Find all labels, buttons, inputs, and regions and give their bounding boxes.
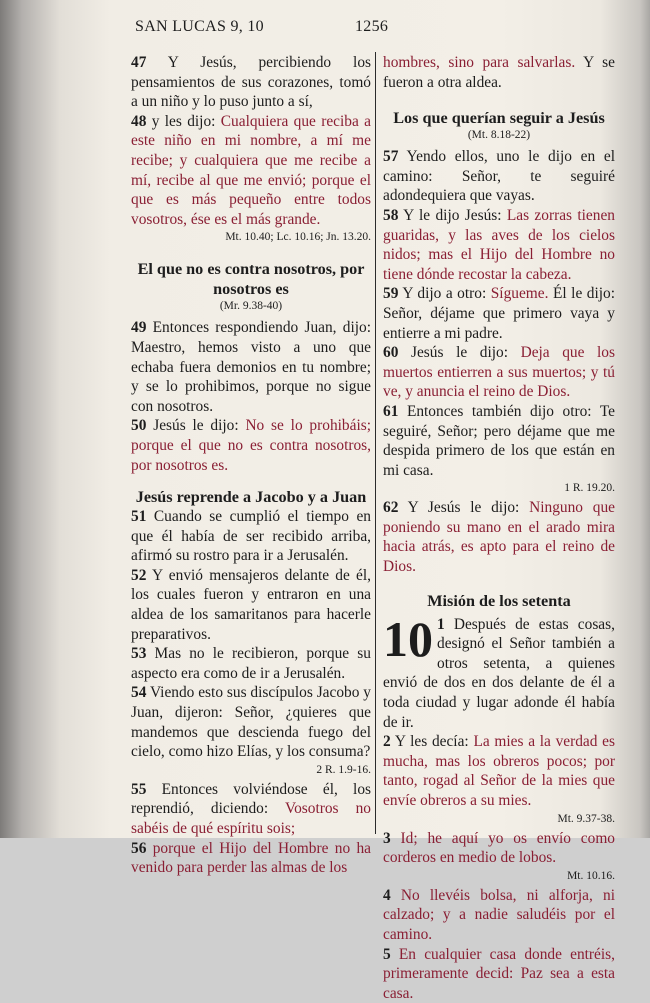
verse-number: 50 [131,417,147,435]
cross-reference: Mt. 10.40; Lc. 10.16; Jn. 13.20. [225,231,371,244]
verse-60 [383,343,615,402]
verse-intro: Jesús le dijo: [410,344,508,362]
verse-5 [383,945,615,1003]
column-divider [375,52,376,834]
verse-51 [131,507,371,566]
parallel-reference: (Mt. 8.18-22) [467,129,531,142]
verse-57 [383,147,615,206]
verse-50 [131,416,371,475]
verse-number: 48 [131,112,147,130]
verse-3 [383,829,615,868]
section-heading: El que no es contra nosotros, por nosotros es [137,260,365,299]
cross-reference: Mt. 9.37-38. [557,812,615,825]
verse-number: 5 [383,945,391,963]
verse-number: 56 [131,839,147,857]
words-of-jesus: Vosotros no sabéis de qué espíritu sois; [131,800,372,837]
verse-intro: y les dijo: [151,112,216,130]
verse-number: 54 [131,684,147,702]
verse-text: Y envió mensajeros delante de él, los cuales fueron y entraron en una aldea de los samaritanos para hacerle preparativos. [131,566,371,643]
verse-text: Yendo ellos, uno le dijo en el camino: Señor, te seguiré adondequiera que vayas. [383,148,616,205]
words-of-jesus: hombres, sino para salvarlas. [383,54,576,71]
left-column [131,53,372,877]
verse-number: 58 [383,206,399,224]
page-number: 1256 [355,18,389,35]
verse-59 [383,284,615,343]
verse-intro: Y les decía: [394,733,469,751]
section-heading: Misión de los setenta [427,591,571,610]
words-of-jesus: Cualquiera que reciba a este niño en mi nombre, a mí me recibe; y cualquiera que me recibe a mí, recibe al que me envió; porque el que es más pequeño entre todos vosotros, ése es el más grande. [131,112,371,228]
verse-text: Él le dijo: Señor, déjame que primero vaya y entierre a mi padre. [383,285,615,342]
verse-intro: Entonces volviéndose él, los reprendió, diciendo: [131,780,371,818]
verse-56-continued [383,53,615,92]
cross-reference: 2 R. 1.9-16. [316,763,371,776]
verse-text: Cuando se cumplió el tiempo en que él había de ser recibido arriba, afirmó su rostro para ir a Jerusalén. [131,508,371,565]
verse-text: Viendo esto sus discípulos Jacobo y Juan, dijeron: Señor, ¿quieres que mandemos que descienda fuego del cielo, como hizo Elías, y los consuma? [131,684,371,761]
words-of-jesus: En cualquier casa donde entréis, primeramente decid: Paz sea a esta casa. [383,945,615,1002]
verse-number: 60 [383,344,399,362]
verse-text: Y Jesús, percibiendo los pensamientos de sus corazones, tomó a un niño y lo puso junto a sí, [131,54,371,111]
words-of-jesus: Sígueme. [490,285,549,303]
verse-text: Mas no le recibieron, porque su aspecto era como de ir a Jerusalén. [131,645,371,682]
page-header [135,18,620,44]
verse-49 [131,318,371,416]
verse-number: 49 [131,319,147,337]
verse-55 [131,780,371,839]
words-of-jesus: Deja que los muertos entierren a sus muertos; y tú ve, y anuncia el reino de Dios. [383,344,615,401]
verse-text: Después de estas cosas, designó el Señor también a otros setenta, a quienes envió de dos en dos delante de él a toda ciudad y lugar adonde él había de ir. [383,615,615,731]
section-heading: Jesús reprende a Jacobo y a Juan [135,488,367,507]
verse-58 [383,206,615,284]
words-of-jesus: Las zorras tienen guaridas, y las aves de los cielos nidos; mas el Hijo del Hombre no tiene dónde recostar la cabeza. [383,206,615,283]
verse-2 [383,732,615,810]
words-of-jesus: Ninguno que poniendo su mano en el arado mira hacia atrás, es apto para el reino de Dios. [383,499,615,576]
verse-54 [131,683,371,761]
section-heading: Los que querían seguir a Jesús [393,109,605,128]
chapter-number: 10 [383,610,433,667]
chapter-10-verse-1 [383,610,615,733]
verse-number: 59 [383,285,399,303]
verse-text: Y se fueron a otra aldea. [383,54,615,91]
words-of-jesus: No llevéis bolsa, ni alforja, ni calzado; y a nadie saludéis por el camino. [383,886,615,943]
verse-intro: Jesús le dijo: [153,417,239,435]
verse-number: 4 [383,886,391,904]
verse-53 [131,644,371,683]
verse-number: 53 [131,645,147,663]
verse-61 [383,402,615,480]
verse-intro: Y dijo a otro: [402,285,487,303]
cross-reference: 1 R. 19.20. [564,482,615,495]
right-column [383,53,616,1002]
running-head: SAN LUCAS 9, 10 [135,18,264,35]
verse-number: 47 [131,54,147,71]
verse-4 [383,886,615,945]
parallel-reference: (Mr. 9.38-40) [219,300,283,313]
verse-number: 57 [383,148,399,166]
verse-number: 62 [383,499,399,517]
verse-number: 55 [131,780,147,798]
words-of-jesus: porque el Hijo del Hombre no ha venido para perder las almas de los [131,839,371,877]
cross-reference: Mt. 10.16. [567,869,615,882]
verse-62 [383,498,615,576]
verse-number: 3 [383,829,391,847]
words-of-jesus: Id; he aquí yo os envío como corderos en medio de lobos. [383,829,615,867]
verse-intro: Y le dijo Jesús: [403,206,502,224]
verse-47 [131,53,371,112]
verse-56 [131,839,371,878]
verse-text: Entonces también dijo otro: Te seguiré, Señor; pero déjame que me despida primero de los que están en mi casa. [383,402,615,479]
verse-number: 1 [437,615,445,633]
verse-text: Entonces respondiendo Juan, dijo: Maestro, hemos visto a uno que echaba fuera demonios en tu nombre; y se lo prohibimos, porque no sigue con nosotros. [131,319,371,415]
verse-48 [131,112,371,230]
verse-number: 61 [383,402,399,420]
verse-number: 52 [131,566,147,584]
verse-number: 2 [383,733,391,751]
verse-intro: Y Jesús le dijo: [407,499,520,517]
words-of-jesus: No se lo prohibáis; porque el que no es contra nosotros, por nosotros es. [131,417,371,474]
verse-number: 51 [131,508,147,526]
words-of-jesus: La mies a la verdad es mucha, mas los obreros pocos; por tanto, rogad al Señor de la mies que envíe obreros a su mies. [383,733,616,809]
verse-52 [131,566,371,644]
